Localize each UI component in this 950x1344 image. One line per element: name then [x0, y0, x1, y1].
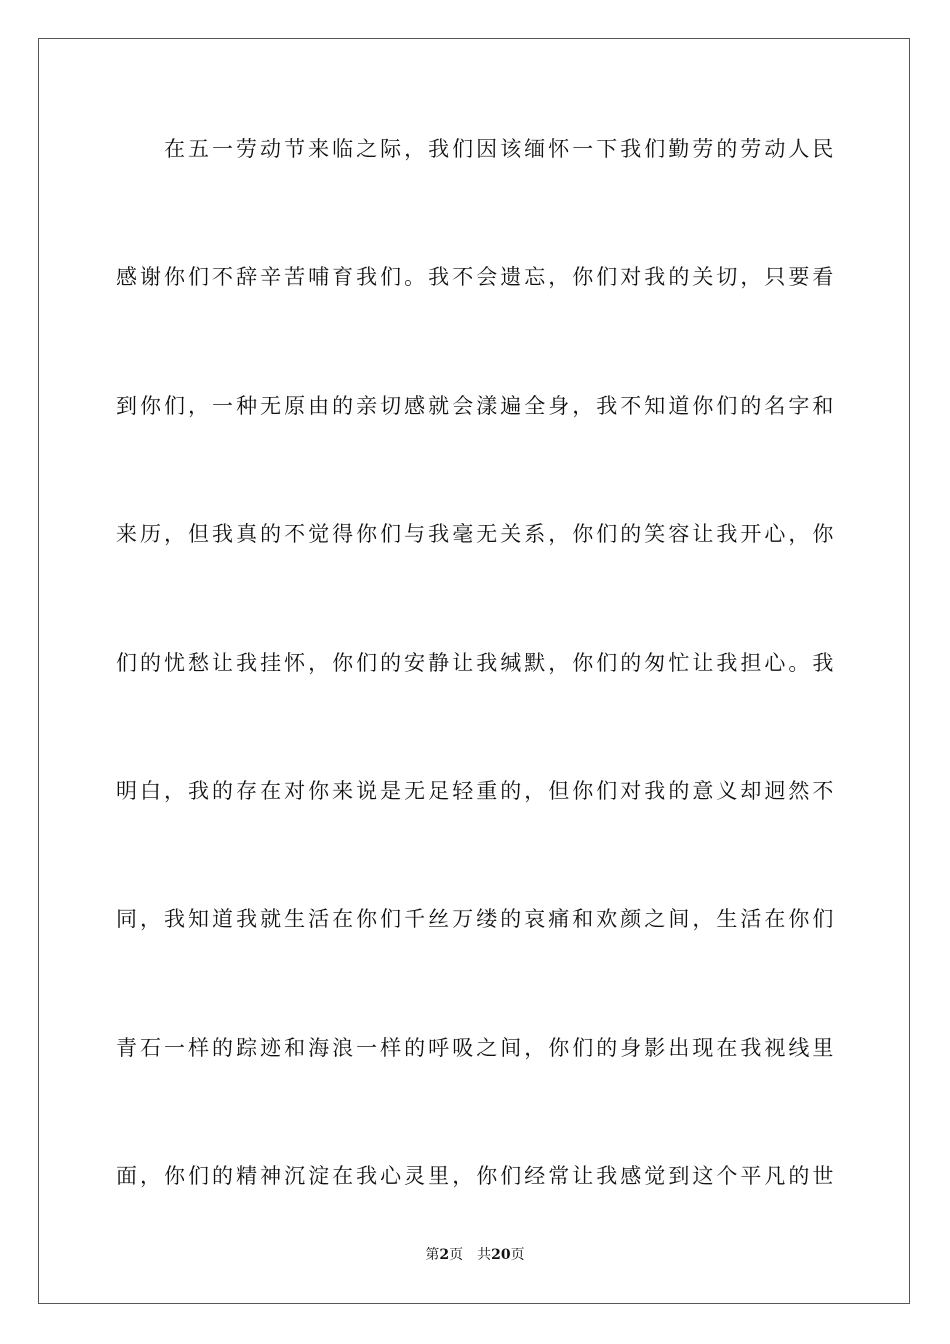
footer-total-prefix: 共 [477, 1247, 492, 1263]
paragraph-line-8: 青石一样的踪迹和海浪一样的呼吸之间，你们的身影出现在我视线里 [116, 1035, 834, 1060]
paragraph-line-9: 面，你们的精神沉淀在我心灵里，你们经常让我感觉到这个平凡的世 [116, 1164, 834, 1189]
document-body [116, 115, 834, 1271]
paragraph-line-2: 感谢你们不辞辛苦哺育我们。我不会遗忘，你们对我的关切，只要看 [116, 265, 834, 290]
paragraph-line-7: 同，我知道我就生活在你们千丝万缕的哀痛和欢颜之间，生活在你们 [116, 907, 834, 932]
page-footer [0, 1245, 950, 1265]
footer-total-number: 20 [491, 1247, 511, 1263]
footer-total-suffix: 页 [510, 1247, 525, 1263]
footer-page-suffix: 页 [449, 1247, 464, 1263]
paragraph-line-6: 明白，我的存在对你来说是无足轻重的，但你们对我的意义却迥然不 [116, 778, 834, 803]
paragraph-line-4: 来历，但我真的不觉得你们与我毫无关系，你们的笑容让我开心，你 [116, 522, 834, 547]
paragraph-line-5: 们的忧愁让我挂怀，你们的安静让我缄默，你们的匆忙让我担心。我 [116, 650, 834, 675]
paragraph-line-3: 到你们，一种无原由的亲切感就会漾遍全身，我不知道你们的名字和 [116, 393, 834, 418]
footer-page-prefix: 第 [425, 1247, 440, 1263]
footer-page-number: 2 [439, 1247, 450, 1263]
paragraph-line-1: 在五一劳动节来临之际，我们因该缅怀一下我们勤劳的劳动人民 [164, 137, 834, 161]
